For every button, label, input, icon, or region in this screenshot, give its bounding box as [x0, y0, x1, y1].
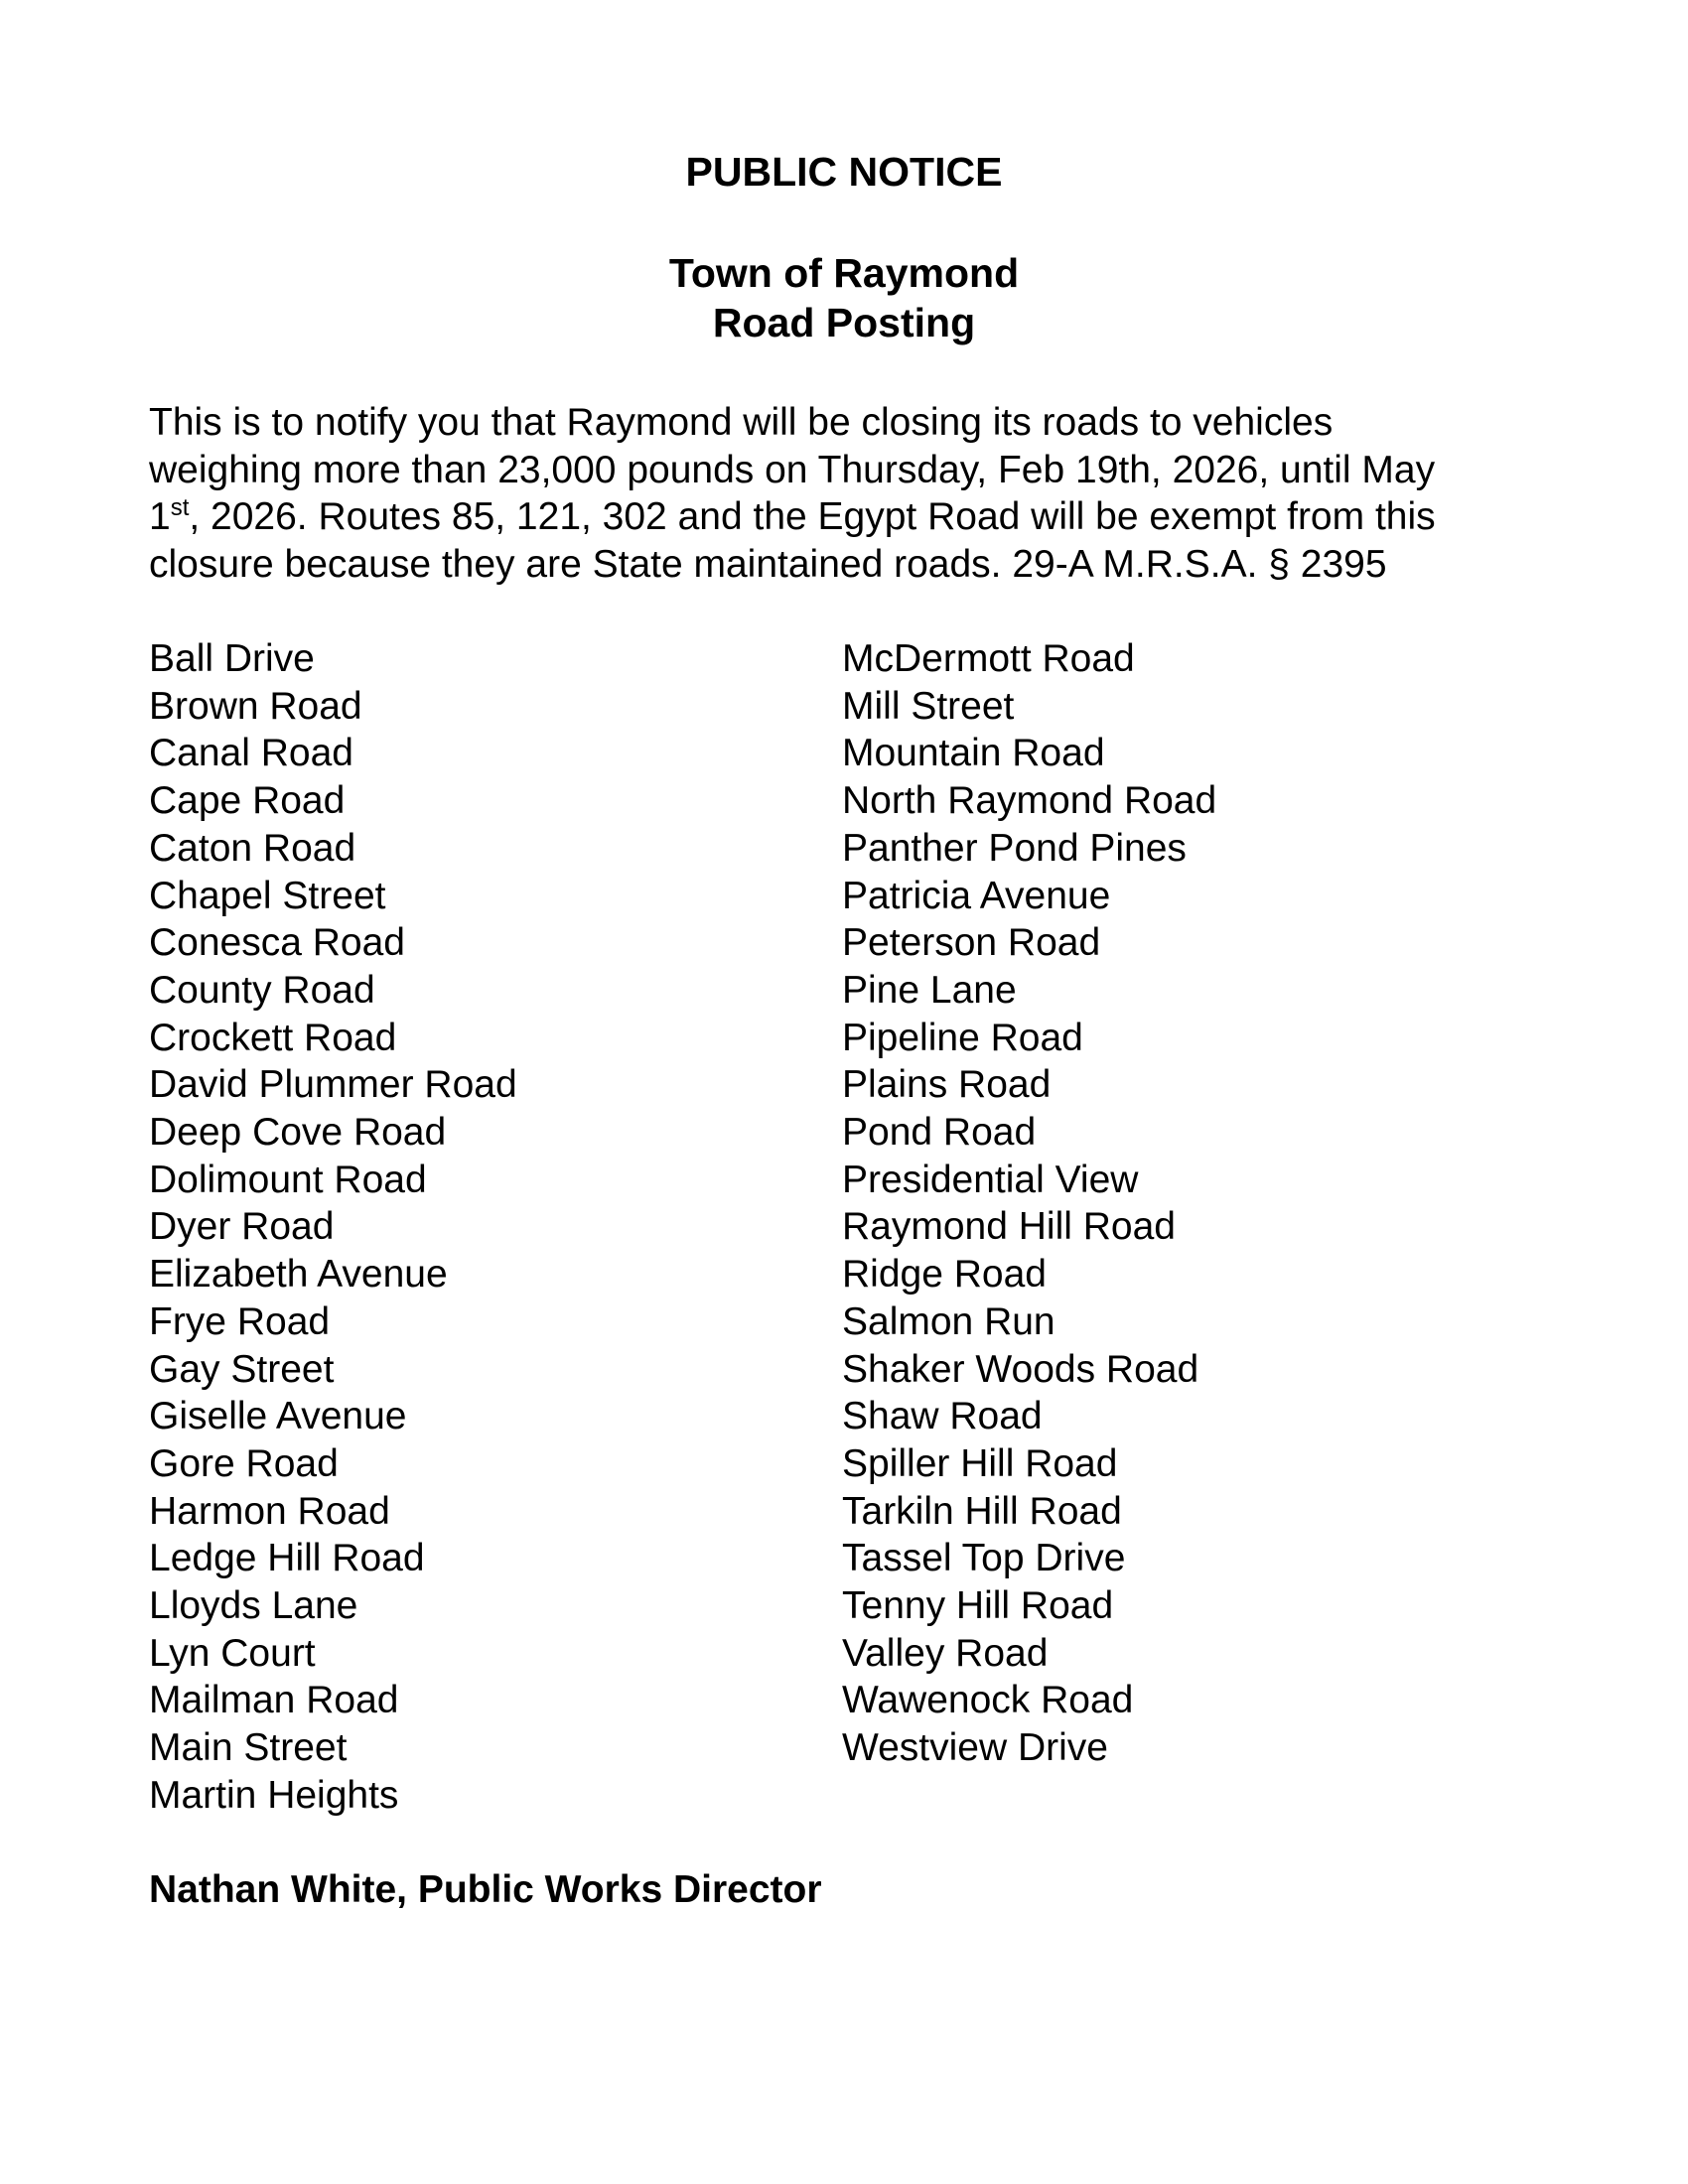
road-list-item: Harmon Road [149, 1489, 390, 1533]
road-list-item: Martin Heights [149, 1773, 399, 1817]
road-list-left [149, 635, 517, 1820]
road-list-item: County Road [149, 968, 375, 1012]
road-list-item: Cape Road [149, 779, 346, 823]
road-list-item: Raymond Hill Road [842, 1205, 1176, 1249]
road-list-item: Peterson Road [842, 921, 1101, 965]
road-list-item: Dyer Road [149, 1205, 335, 1249]
road-list-item: Pond Road [842, 1111, 1037, 1155]
road-list-item: Tarkiln Hill Road [842, 1489, 1122, 1533]
road-list-item: McDermott Road [842, 637, 1135, 680]
road-list-item: Shaw Road [842, 1395, 1043, 1438]
road-list-item: Brown Road [149, 684, 362, 728]
road-list-item: Lloyds Lane [149, 1584, 358, 1628]
road-list-item: Ball Drive [149, 637, 315, 680]
road-list-item: Westview Drive [842, 1726, 1108, 1770]
intro-date-suffix: st [170, 494, 190, 521]
road-list-item: North Raymond Road [842, 779, 1217, 823]
road-list-item: Elizabeth Avenue [149, 1253, 448, 1297]
road-list-item: Mailman Road [149, 1679, 399, 1722]
town-name: Town of Raymond [668, 250, 1020, 296]
road-list-item: Pine Lane [842, 968, 1017, 1012]
road-list-item: Salmon Run [842, 1299, 1055, 1343]
road-list-item: Mill Street [842, 684, 1015, 728]
road-list-item: Ridge Road [842, 1253, 1047, 1297]
road-list-item: Tassel Top Drive [842, 1537, 1126, 1580]
road-list-item: Caton Road [149, 826, 356, 870]
road-list-item: Giselle Avenue [149, 1395, 407, 1438]
intro-line-3 [149, 493, 1539, 541]
road-list-item: Pipeline Road [842, 1016, 1083, 1059]
road-list-item: Mountain Road [842, 732, 1105, 775]
road-list-item: Shaker Woods Road [842, 1347, 1199, 1391]
road-list-item: Deep Cove Road [149, 1111, 447, 1155]
notice-subject: Road Posting [712, 300, 976, 345]
road-list-right [842, 635, 1216, 1772]
road-list-item: Conesca Road [149, 921, 405, 965]
road-list-item: Main Street [149, 1726, 348, 1770]
road-list-item: Patricia Avenue [842, 874, 1111, 917]
intro-line-3-text: , 2026. Routes 85, 121, 302 and the Egypt Road will be exempt from this [189, 495, 1436, 538]
road-list-item: Canal Road [149, 732, 353, 775]
intro-paragraph [149, 399, 1539, 588]
road-list-item: Ledge Hill Road [149, 1537, 425, 1580]
road-list-item: Presidential View [842, 1158, 1139, 1201]
intro-line-2: weighing more than 23,000 pounds on Thursday, Feb 19th, 2026, until May [149, 448, 1436, 491]
road-list-item: Panther Pond Pines [842, 826, 1187, 870]
road-list-item: Gay Street [149, 1347, 335, 1391]
road-list-item: Frye Road [149, 1299, 331, 1343]
intro-date-day: 1 [149, 495, 171, 538]
notice-title: PUBLIC NOTICE [685, 149, 1003, 195]
road-list-item: David Plummer Road [149, 1063, 517, 1107]
intro-line-1: This is to notify you that Raymond will be closing its roads to vehicles [149, 401, 1334, 444]
road-list-item: Gore Road [149, 1441, 339, 1485]
road-list-item: Spiller Hill Road [842, 1441, 1118, 1485]
road-list-item: Valley Road [842, 1631, 1049, 1675]
road-list-item: Crockett Road [149, 1016, 397, 1059]
signature: Nathan White, Public Works Director [149, 1868, 822, 1911]
intro-line-4: closure because they are State maintained roads. 29-A M.R.S.A. § 2395 [149, 542, 1387, 586]
road-list-item: Chapel Street [149, 874, 386, 917]
road-list-item: Tenny Hill Road [842, 1584, 1114, 1628]
road-list-item: Dolimount Road [149, 1158, 427, 1201]
road-list-item: Wawenock Road [842, 1679, 1134, 1722]
road-list-item: Lyn Court [149, 1631, 316, 1675]
road-list-item: Plains Road [842, 1063, 1052, 1107]
